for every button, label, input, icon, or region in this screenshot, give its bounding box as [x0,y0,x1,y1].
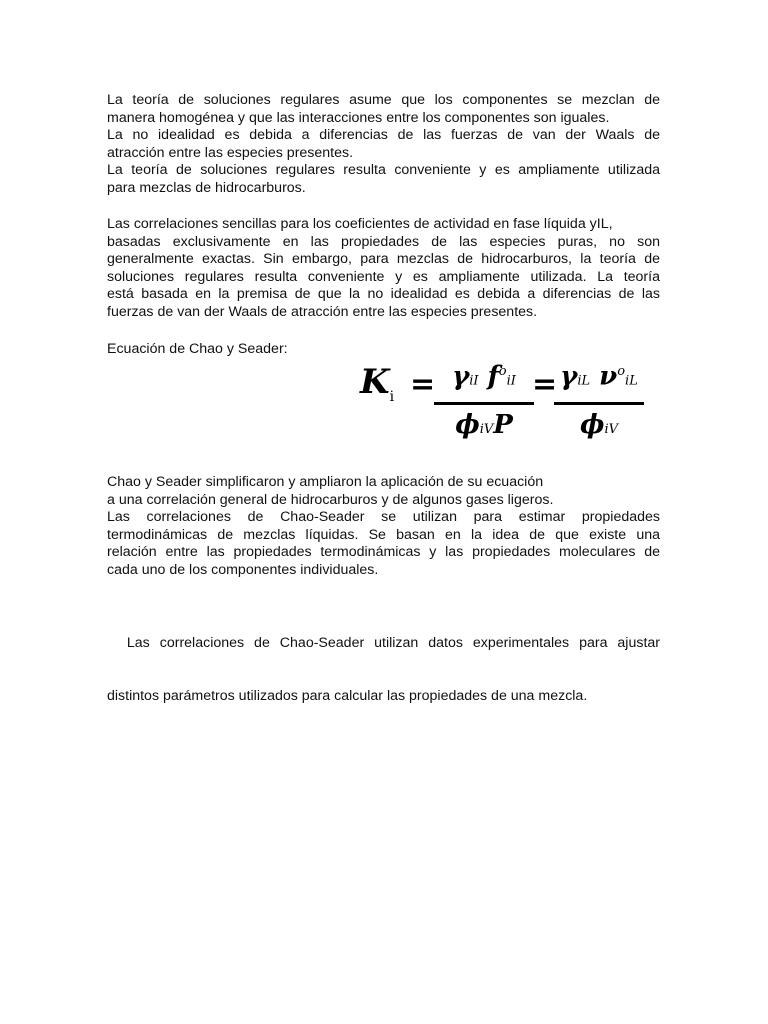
text-line: manera homogénea y que las interacciones entre los componentes son iguales. [107,109,610,126]
text-line: a una correlación general de hidrocarburos y de algunos gases ligeros. [107,491,554,508]
fraction-bar [434,402,534,405]
text-line: Chao y Seader simplificaron y ampliaron la aplicación de su ecuación [107,474,544,490]
equation-label: Ecuación de Chao y Seader: [107,341,288,357]
text-line: cada uno de los componentes individuales. [107,561,379,578]
text-line: La teoría de soluciones regulares resulta conveniente y es ampliamente utilizada [107,162,660,179]
text-line: Las correlaciones sencillas para los coeficientes de actividad en fase líquida yIL, [107,216,613,232]
fraction-1-numerator: γiI $f^oiI$ [452,361,516,392]
fraction-2-denominator: ϕiV [579,409,619,440]
text-line: soluciones regulares resulta conveniente y es ampliamente utilizada. La teoría [107,268,660,285]
text-line: relación entre las propiedades termodinámicas y las propiedades moleculares de [107,544,660,561]
fraction-1-denominator: ϕiVP [455,409,513,440]
formula-fraction-2 [554,354,644,448]
paragraph-experimental-data [107,600,660,741]
formula-equals: = [532,367,558,402]
text-line: generalmente exactas. Sin embargo, para mezclas de hidrocarburos, la teoría de [107,251,660,268]
formula-lhs: $K_i$ [360,362,395,405]
paragraph-regular-solutions [107,92,660,198]
text-line: basadas exclusivamente en las propiedades de las especies puras, no son [107,233,660,250]
paragraph-activity-coefficients [107,216,660,322]
text-line: termodinámicas de mezclas líquidas. Se basan en la idea de que existe una [107,526,660,543]
text-line: para mezclas de hidrocarburos. [107,179,306,196]
chao-seader-equation [354,352,654,440]
paragraph-chao-seader [107,474,660,580]
text-line: Las correlaciones de Chao-Seader utilizan datos experimentales para ajustar [107,635,660,652]
text-line: fuerzas de van der Waals de atracción entre las especies presentes. [107,303,538,320]
text-line: atracción entre las especies presentes. [107,144,354,161]
text-line: Las correlaciones de Chao-Seader se utilizan para estimar propiedades [107,509,660,526]
text-line: distintos parámetros utilizados para calcular las propiedades de una mezcla. [107,687,588,704]
text-line: La no idealidad es debida a diferencias de las fuerzas de van der Waals de [107,127,660,144]
formula-fraction-1 [434,354,534,448]
text-line: está basada en la premisa de que la no idealidad es debida a diferencias de las [107,286,660,303]
fraction-2-numerator: γiL $\nu^oiL$ [560,361,638,392]
fraction-bar [554,402,644,405]
formula-equals: = [410,367,436,402]
text-line: La teoría de soluciones regulares asume que los componentes se mezclan de [107,92,660,108]
